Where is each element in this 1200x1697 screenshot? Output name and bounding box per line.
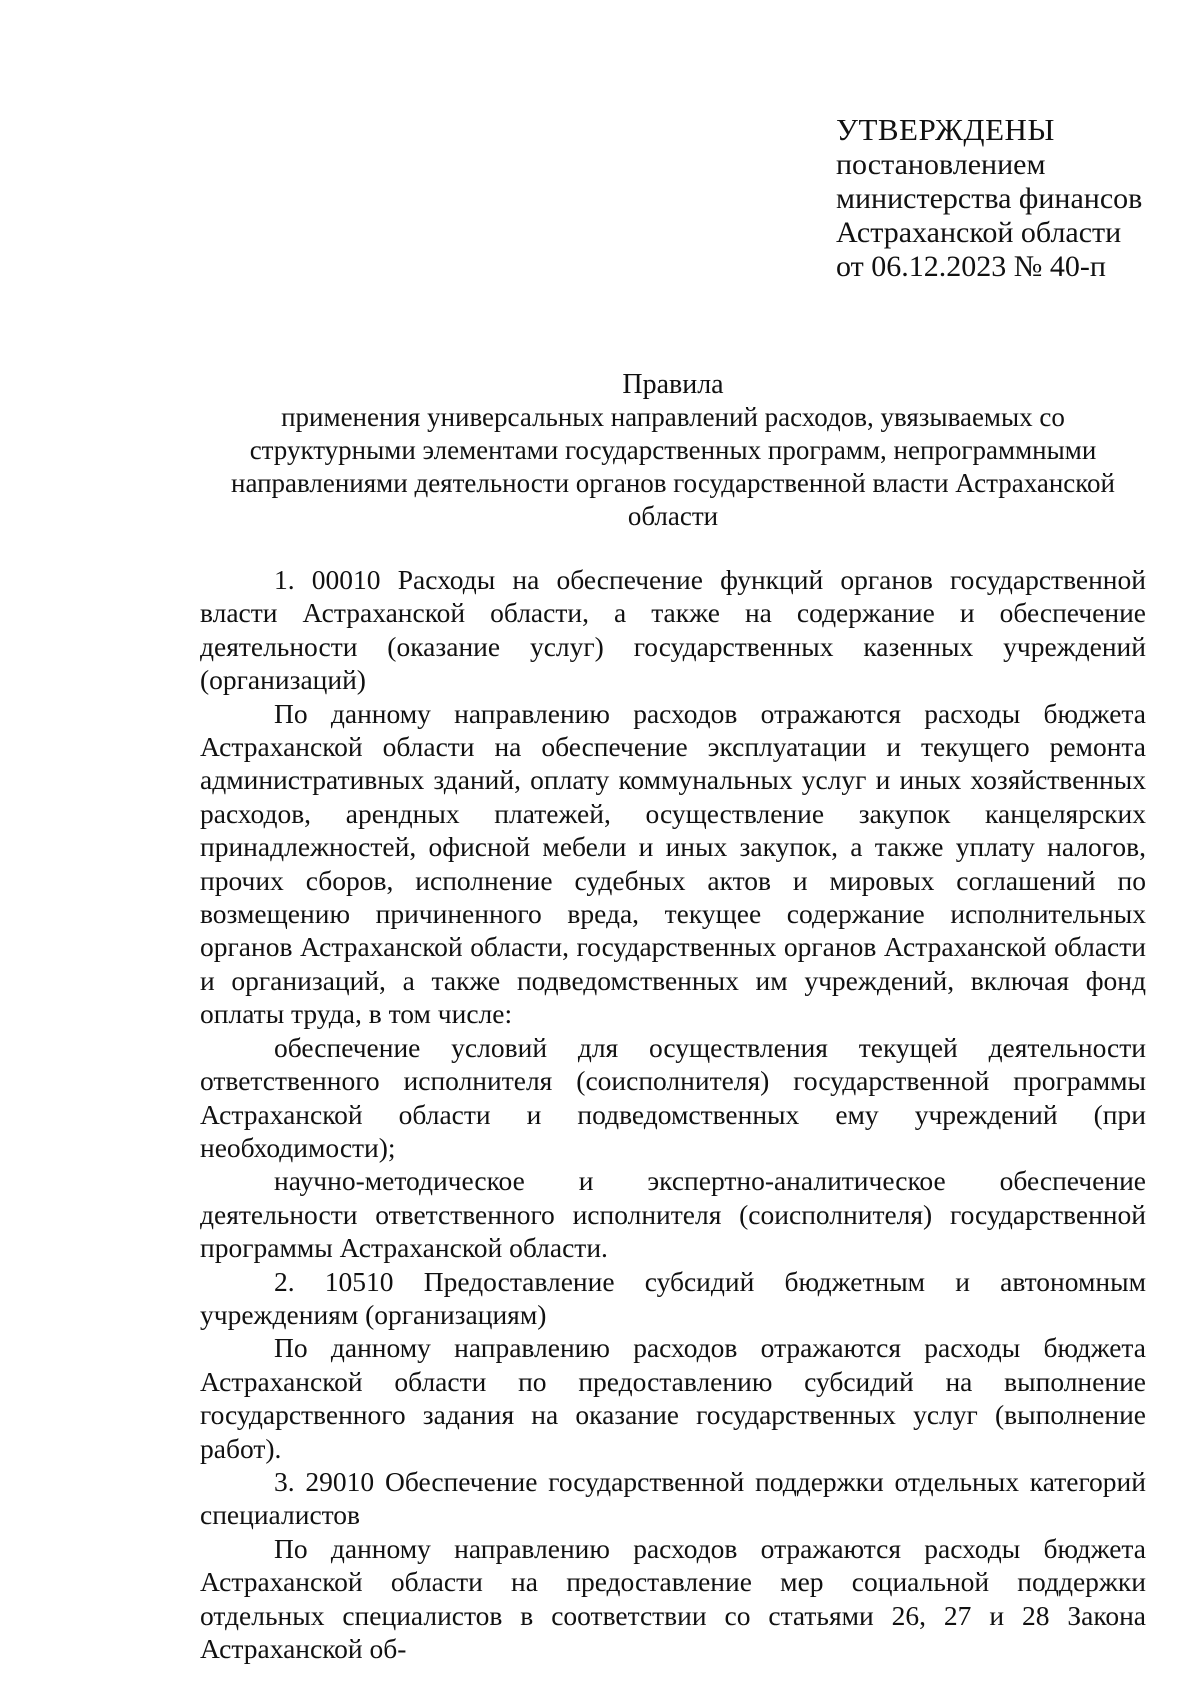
approval-line-2: министерства финансов — [836, 182, 1143, 215]
approval-title: УТВЕРЖДЕНЫ — [836, 112, 1055, 147]
paragraph-section-1-title: 1. 00010 Расходы на обеспечение функций органов государственной власти Астраханской области, а также на содержание и обеспечение деятельности (оказание услуг) государственных казенных учреждений (организаций) — [200, 564, 1146, 696]
document-title-block — [200, 368, 1146, 533]
paragraph-section-1-text: По данному направлению расходов отражаются расходы бюджета Астраханской области на обеспечение эксплуатации и текущего ремонта административных зданий, оплату коммунальных услуг и иных хозяйственных расходов, арендных платежей, осуществление закупок канцелярских принадлежностей, офисной мебели и иных закупок, а также уплату налогов, прочих сборов, исполнение судебных актов и мировых соглашений по возмещению причиненного вреда, текущее содержание исполнительных органов Астраханской области, государственных органов Астраханской области и организаций, а также подведомственных им учреждений, включая фонд оплаты труда, в том числе: — [200, 697, 1146, 1030]
approval-line-1: постановлением — [836, 148, 1046, 181]
paragraph-section-2-text: По данному направлению расходов отражаются расходы бюджета Астраханской области по предоставлению субсидий на выполнение государственного задания на оказание государственных услуг (выполнение работ). — [200, 1332, 1146, 1464]
paragraph-section-1-item-2: научно-методическое и экспертно-аналитическое обеспечение деятельности ответственного исполнителя (соисполнителя) государственной программы Астраханской области. — [200, 1165, 1146, 1264]
document-body — [200, 563, 1146, 1665]
approval-line-4: от 06.12.2023 № 40-п — [836, 250, 1106, 283]
document-heading: Правила — [622, 369, 724, 400]
paragraph-section-2-title: 2. 10510 Предоставление субсидий бюджетным и автономным учреждениям (организациям) — [200, 1265, 1146, 1330]
paragraph-section-1-item-1: обеспечение условий для осуществления текущей деятельности ответственного исполнителя (соисполнителя) государственной программы Астраханской области и подведомственных ему учреждений (при необходимости); — [200, 1031, 1146, 1163]
approval-stamp — [836, 112, 1176, 284]
paragraph-section-3-title: 3. 29010 Обеспечение государственной поддержки отдельных категорий специалистов — [200, 1465, 1146, 1531]
paragraph-section-3-text: По данному направлению расходов отражаются расходы бюджета Астраханской области на предоставление мер социальной поддержки отдельных специалистов в соответствии со статьями 26, 27 и 28 Закона Астраханской об- — [200, 1532, 1146, 1664]
approval-line-3: Астраханской области — [836, 216, 1122, 249]
document-subheading: применения универсальных направлений расходов, увязываемых со структурными элементами государственных программ, непрограммными направлениями деятельности органов государственной власти Астраханской области — [231, 402, 1115, 531]
